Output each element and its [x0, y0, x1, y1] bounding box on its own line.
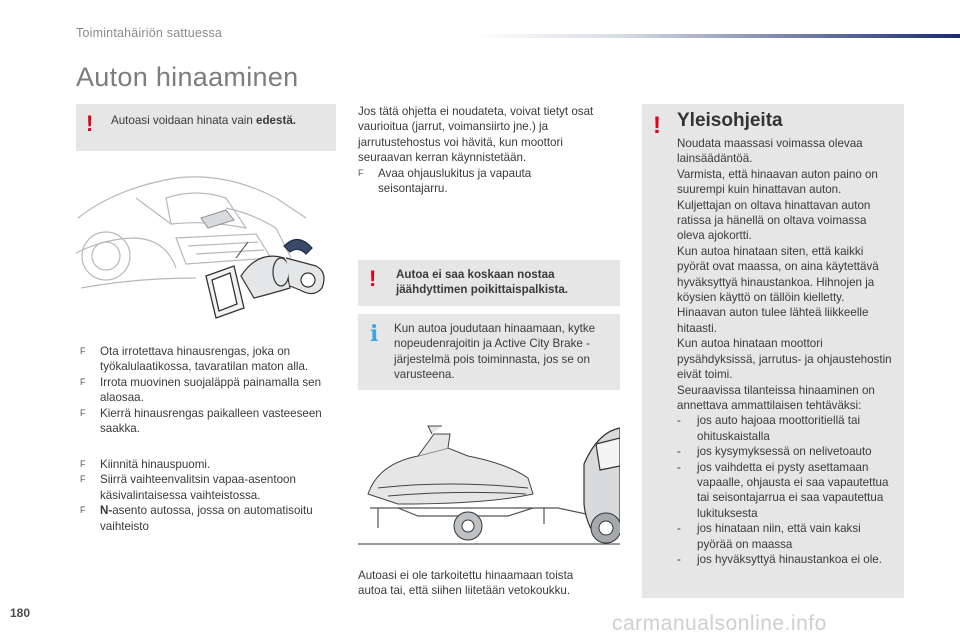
bullet-icon: F — [80, 407, 86, 418]
bullet-icon: F — [80, 505, 86, 516]
tow-eye-drawing — [76, 158, 336, 328]
tow-eye-illustration — [76, 158, 336, 328]
page-number: 180 — [10, 606, 31, 620]
front-towing-warning-text: Autoasi voidaan hinata vain edestä. — [111, 114, 296, 127]
warning-icon: ! — [369, 266, 377, 291]
list-item: F Avaa ohjauslukitus ja vapauta seisontajarru. — [358, 166, 532, 196]
list-item: F Ota irrotettava hinausrengas, joka on työkalulaatikossa, tavaratilan maton alla. — [80, 345, 309, 374]
list-item: F N-asento autossa, jossa on automatisoitu vaihteisto — [80, 504, 313, 533]
list-item: - jos hyväksyttyä hinaustankoa ei ole. — [677, 552, 882, 566]
towing-prep-steps — [80, 457, 342, 534]
list-item: F Kierrä hinausrengas paikalleen vasteeseen saakka. — [80, 406, 322, 436]
warning-icon: ! — [86, 111, 94, 136]
radiator-warning-box — [358, 260, 620, 306]
front-emphasis: edestä. — [256, 114, 296, 127]
dash-marker: - — [677, 445, 681, 459]
list-item: F Siirrä vaihteenvalitsin vapaa-asentoon käsivalintaisessa vaihteistossa. — [80, 473, 296, 502]
general-guidance-box — [642, 104, 904, 598]
general-text — [677, 136, 897, 567]
trailer-caption: Autoasi ei ole tarkoitettu hinaamaan toista autoa tai, että siihen liitetään vetokoukku. — [358, 569, 574, 598]
section-title: Toimintahäiriön sattuessa — [76, 26, 223, 40]
middle-intro — [358, 104, 596, 196]
front-towing-warning-box — [76, 104, 336, 151]
list-item: F Kiinnitä hinauspuomi. — [80, 458, 211, 471]
middle-steps — [358, 166, 596, 197]
info-text: Kun autoa joudutaan hinaamaan, kytke nopeudenrajoitin ja Active City Brake -järjestelmä pois toiminnasta, jos se on varusteena. — [394, 322, 596, 382]
general-heading: Yleisohjeita — [677, 110, 783, 131]
list-item: - jos hinataan niin, että vain kaksi pyörää on maassa — [677, 522, 861, 551]
dash-marker: - — [677, 460, 681, 474]
trailer-towing-drawing — [358, 404, 620, 552]
list-item: - jos vaihdetta ei pysty asettamaan vapaalle, ohjausta ei saa vapautettua tai seisontajarrua ei saa vapautettua lukituksesta — [677, 460, 889, 520]
watermark: carmanualsonline.info — [612, 612, 827, 635]
dash-marker: - — [677, 414, 681, 428]
trailer-illustration-box — [358, 404, 620, 552]
bullet-icon: F — [358, 167, 364, 178]
header-rule — [478, 34, 960, 38]
dash-marker: - — [677, 522, 681, 536]
bullet-icon: F — [80, 376, 86, 387]
info-box — [358, 314, 620, 390]
bullet-icon: F — [80, 459, 86, 469]
page-title: Auton hinaaminen — [76, 62, 299, 92]
list-item: - jos auto hajoaa moottoritiellä tai ohituskaistalla — [677, 414, 861, 443]
professional-cases — [677, 413, 897, 567]
bullet-icon: F — [80, 346, 86, 356]
radiator-warning-text: Autoa ei saa koskaan nostaa jäähdyttimen poikittaispalkista. — [396, 268, 569, 297]
general-paragraph: Noudata maassasi voimassa olevaa lainsäädäntöä. Varmista, että hinaavan auton paino on suurempi kuin hinattavan auton. Kuljettajan on oltava hinattavan auton ratissa ja hänellä on oltava voimassa oleva ajokortti. Kun autoa hinataan siten, että kaikki pyörät ovat maassa, on aina käytettävä hyväksyttyä hinaustankoa. Hihnojen ja köysien käyttö on tällöin kielletty. Hinaavan auton tulee lähteä liikkeelle hitaasti. Kun autoa hinataan moottori pysähdyksissä, jarrutus- ja ohjaustehostin eivät toimi. Seuraavissa tilanteissa hinaaminen on annettava ammattilaisen tehtäväksi: — [677, 137, 892, 412]
list-item: F Irrota muovinen suojaläppä painamalla sen alaosaa. — [80, 375, 322, 405]
dash-marker: - — [677, 552, 681, 566]
warning-icon: ! — [653, 112, 661, 139]
intro-paragraph: Jos tätä ohjetta ei noudateta, voivat tietyt osat vaurioitua (jarrut, voimansiirto jne.) ja jarrutustehostus voi hävitä, kun moottori seuraavan kerran käynnistetään. — [358, 105, 594, 165]
list-item: - jos kysymyksessä on nelivetoauto — [677, 445, 872, 459]
bullet-icon: F — [80, 474, 86, 485]
tow-eye-steps — [80, 344, 342, 436]
info-icon: i — [370, 321, 379, 347]
